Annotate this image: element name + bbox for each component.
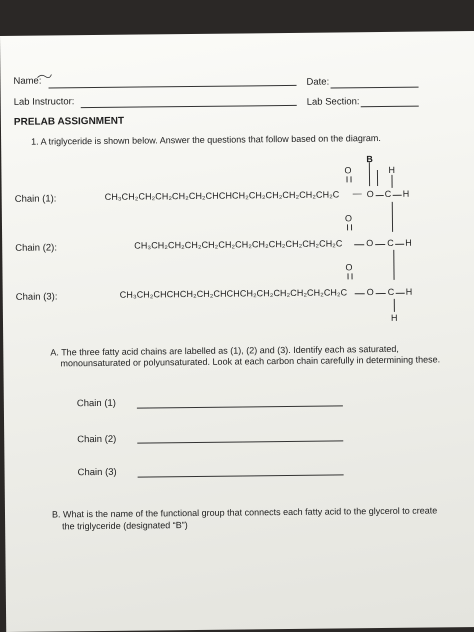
carbonyl-oxygen-2: O (344, 213, 352, 224)
ester-oxygen-3: O (366, 287, 374, 298)
bond-o-c-1 (376, 195, 384, 196)
bond-o-c-3 (376, 293, 386, 294)
part-a-line-2: monounsaturated or polyunsaturated. Look at each carbon chain carefully in determining these. (60, 354, 441, 369)
section-title: PRELAB ASSIGNMENT (13, 115, 125, 128)
bond-c1-c2 (392, 202, 393, 232)
lab-section-label: Lab Section: (306, 96, 360, 108)
hydrogen-top: H (388, 164, 395, 175)
double-bond-1 (346, 176, 351, 182)
hydrogen-right-1: H (402, 188, 410, 199)
answer-field-chain-1[interactable] (137, 405, 343, 408)
date-label: Date: (306, 76, 330, 88)
bond-c-o-2 (354, 244, 364, 245)
chain-1-formula: CH₃CH₂CH₂CH₂CH₂CH₂CHCHCH₂CH₂CH₂CH₂CH₂CH₂C (104, 189, 340, 202)
bond-c-h-3 (396, 293, 405, 294)
bond-top-h (391, 175, 392, 188)
lab-section-field[interactable] (361, 106, 419, 108)
chain-2-formula: CH₃CH₂CH₂CH₂CH₂CH₂CH₂CH₂CH₂CH₂CH₂CH₂C (134, 238, 343, 251)
hydrogen-right-2: H (405, 237, 412, 248)
bond-bottom-h (394, 299, 395, 312)
bond-c-h-2 (395, 244, 404, 245)
b-marker-lines (363, 162, 387, 190)
bond-c2-c3 (393, 250, 394, 280)
chain-3-formula: CH₃CH₂CHCHCH₂CH₂CHCHCH₂CH₂CH₂CH₂CH₂CH₂C (119, 287, 348, 300)
double-bond-2 (347, 224, 352, 230)
glycerol-carbon-1: C (384, 188, 392, 199)
name-field[interactable] (49, 85, 297, 89)
chain-1-label: Chain (1): (14, 193, 57, 205)
answer-label-chain-1: Chain (1) (76, 397, 116, 410)
worksheet-page (0, 31, 474, 632)
lab-instructor-label: Lab Instructor: (13, 96, 75, 108)
carbonyl-oxygen-3: O (345, 262, 353, 273)
name-label: Name: (13, 75, 42, 87)
part-b-line-2: the triglyceride (designated “B”) (62, 520, 188, 532)
bond-c-h-1 (393, 195, 402, 196)
bond-o-c-2 (375, 244, 385, 245)
part-b-line-1: B. What is the name of the functional group that connects each fatty acid to the glycerol to create (51, 505, 438, 520)
answer-field-chain-2[interactable] (137, 440, 343, 443)
hydrogen-bottom: H (390, 312, 398, 323)
bond-c-o-3 (355, 293, 365, 294)
glycerol-carbon-3: C (387, 286, 395, 297)
answer-label-chain-2: Chain (2) (77, 433, 117, 446)
double-bond-3 (348, 273, 353, 279)
chain-3-label: Chain (3): (15, 291, 58, 303)
ester-oxygen-2: O (366, 238, 374, 249)
part-a-line-1: A. The three fatty acid chains are labelled as (1), (2) and (3). Identify each as saturated, (50, 343, 399, 358)
label-b: B (366, 154, 373, 165)
ester-bond-dash-1: — (352, 188, 362, 199)
answer-field-chain-3[interactable] (138, 474, 344, 477)
ester-oxygen-1: O (366, 189, 374, 200)
question-1: 1. A triglyceride is shown below. Answer the questions that follow based on the diagram. (31, 133, 381, 147)
chain-2-label: Chain (2): (15, 242, 57, 254)
lab-instructor-field[interactable] (81, 105, 297, 108)
date-field[interactable] (331, 87, 419, 89)
answer-label-chain-3: Chain (3) (77, 466, 117, 479)
carbonyl-oxygen-1: O (344, 165, 352, 176)
hydrogen-right-3: H (405, 286, 413, 297)
glycerol-carbon-2: C (387, 237, 394, 248)
